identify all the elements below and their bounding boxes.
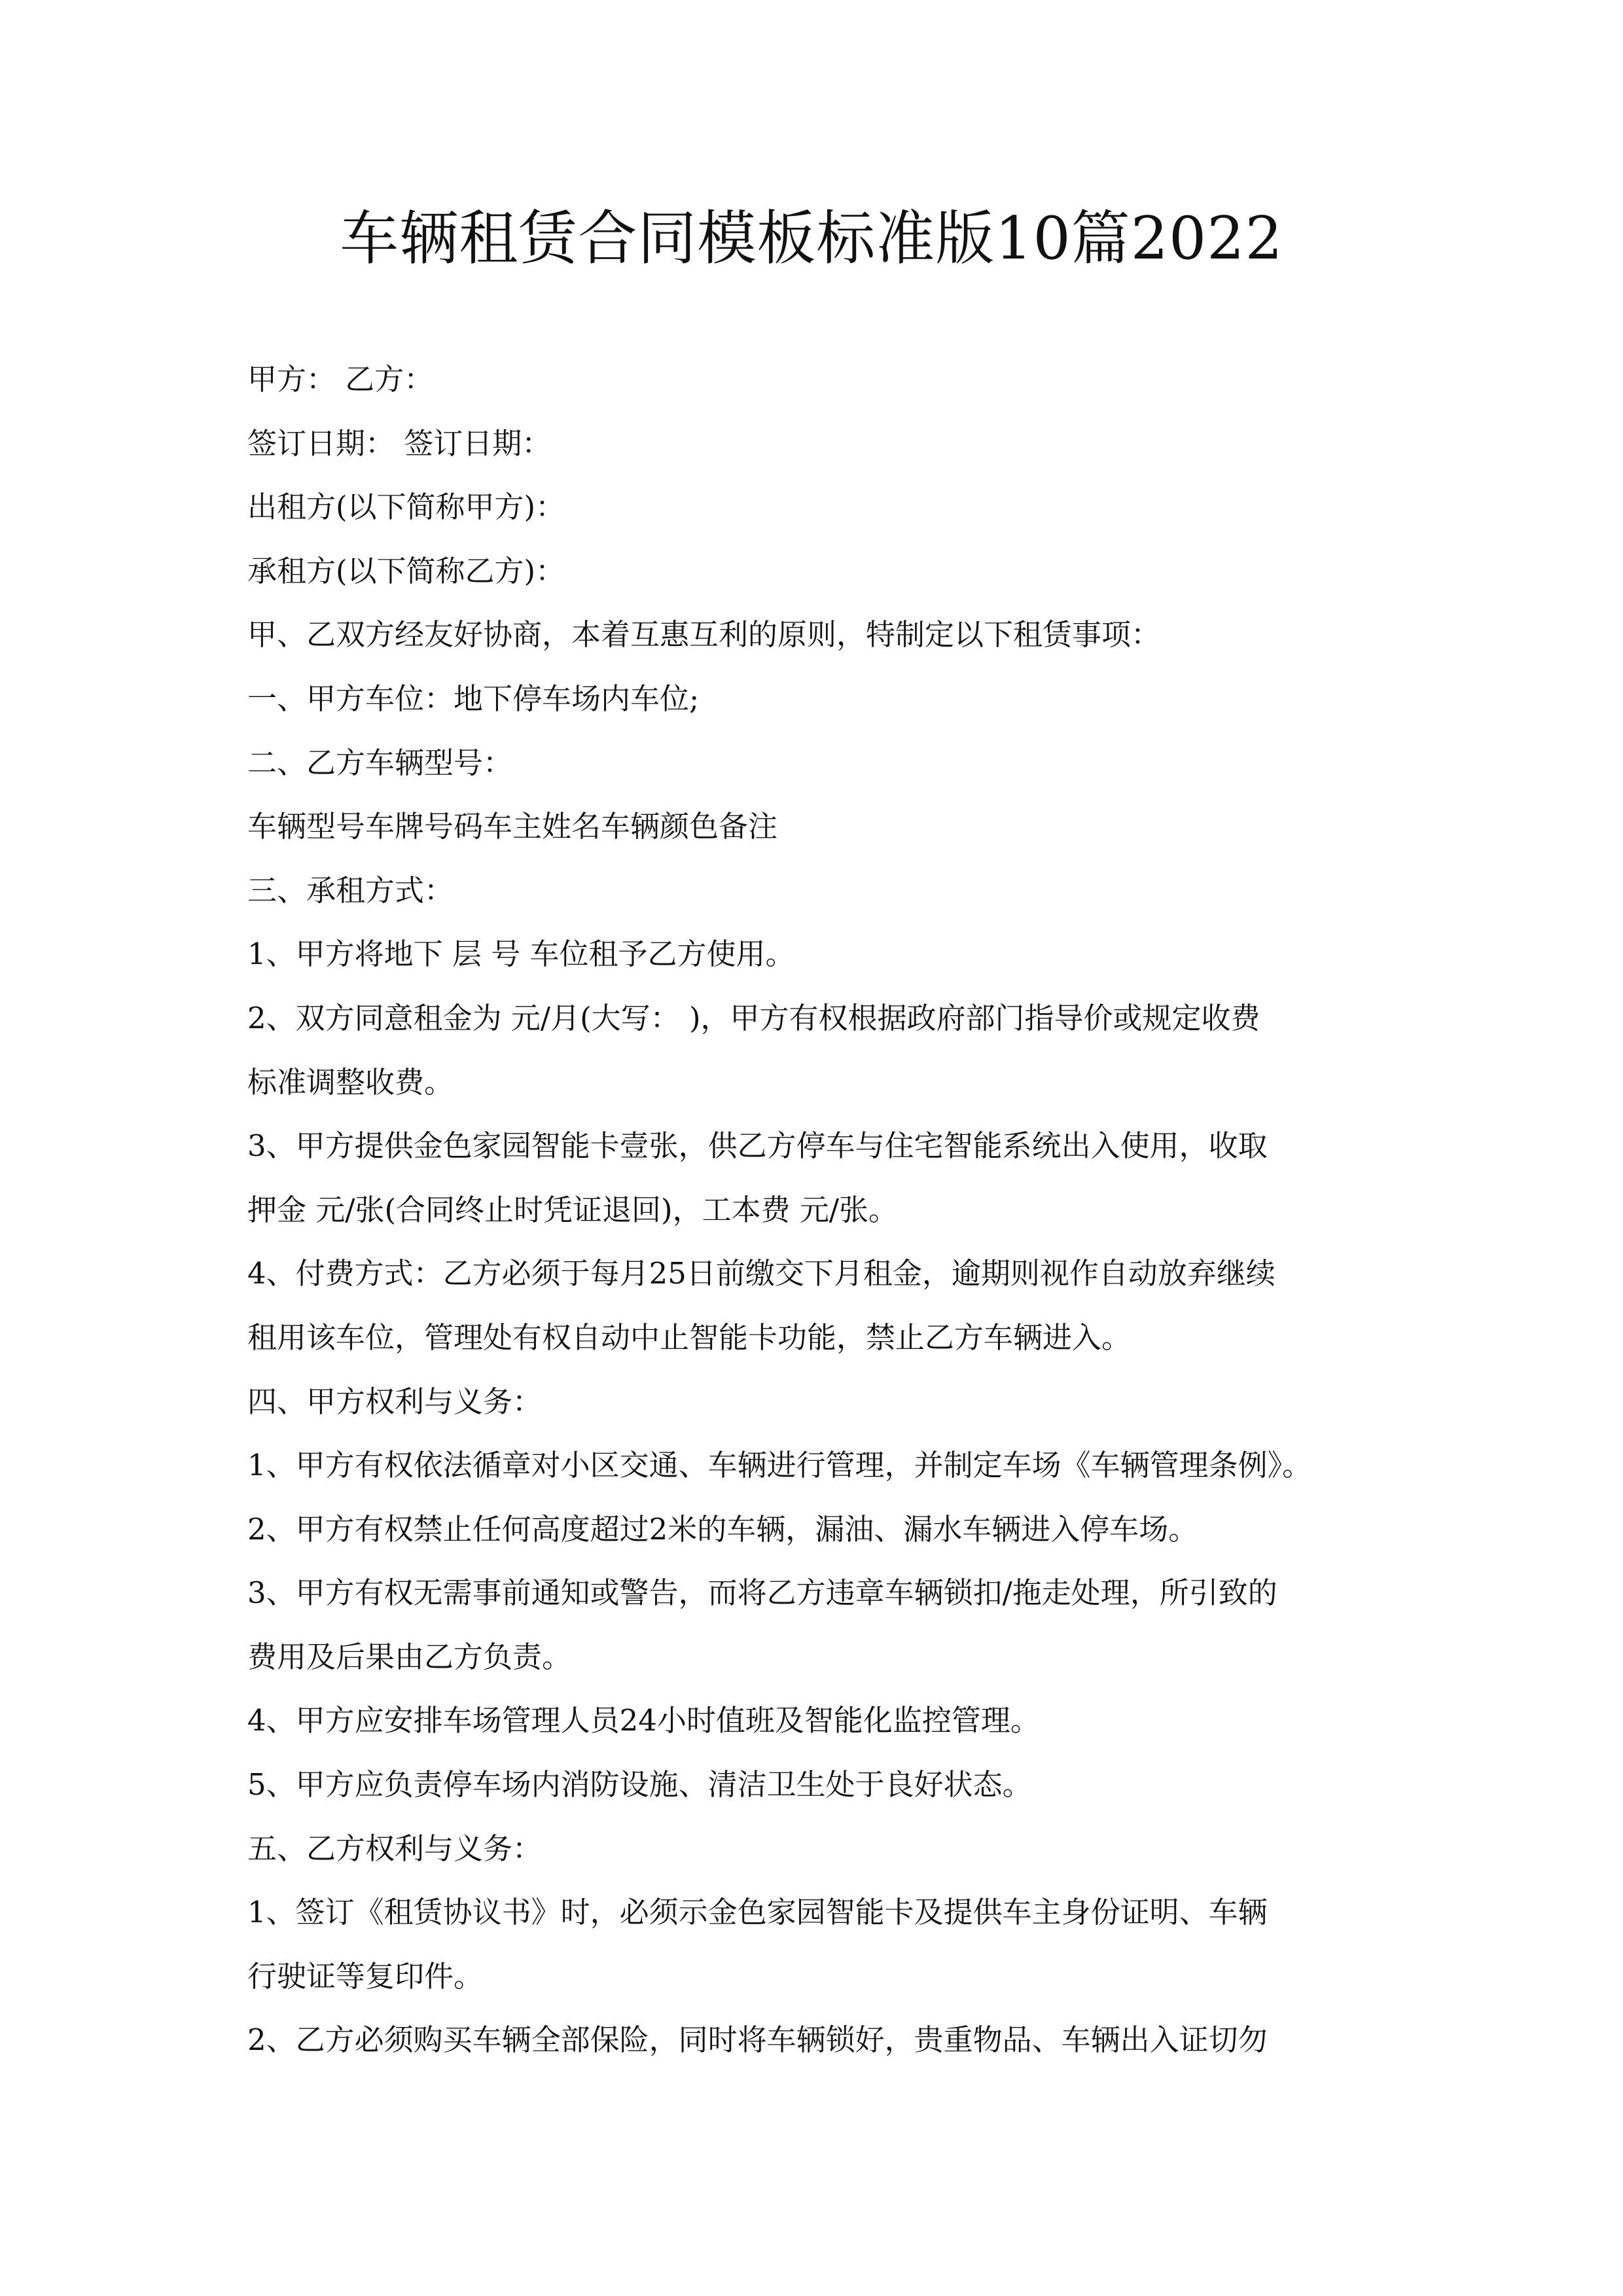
text-line: 三、承租方式：	[247, 872, 454, 908]
text-line: 3、甲方提供金色家园智能卡壹张，供乙方停车与住宅智能系统出入使用，收取	[247, 1128, 1268, 1164]
text-line: 行驶证等复印件。	[247, 1958, 484, 1994]
text-line: 标准调整收费。	[247, 1064, 454, 1100]
text-line: 甲、乙双方经友好协商，本着互惠互利的原则，特制定以下租赁事项：	[247, 617, 1161, 653]
text-line: 二、乙方车辆型号：	[247, 745, 513, 780]
text-line: 2、双方同意租金为 元/月(大写： )，甲方有权根据政府部门指导价或规定收费	[247, 1000, 1260, 1035]
text-line: 出租方(以下简称甲方)：	[247, 490, 565, 525]
text-line: 租用该车位，管理处有权自动中止智能卡功能，禁止乙方车辆进入。	[247, 1319, 1132, 1355]
text-line: 1、签订《租赁协议书》时，必须示金色家园智能卡及提供车主身份证明、车辆	[247, 1895, 1268, 1930]
text-line: 3、甲方有权无需事前通知或警告，而将乙方违章车辆锁扣/拖走处理，所引致的	[247, 1575, 1277, 1611]
text-line: 签订日期： 签订日期：	[247, 425, 552, 461]
text-line: 5、甲方应负责停车场内消防设施、清洁卫生处于良好状态。	[247, 1767, 1032, 1803]
text-line: 四、甲方权利与义务：	[247, 1384, 543, 1419]
text-line: 1、甲方有权依法循章对小区交通、车辆进行管理，并制定车场《车辆管理条例》。	[247, 1448, 1312, 1483]
text-line: 承租方(以下简称乙方)：	[247, 553, 565, 588]
text-line: 五、乙方权利与义务：	[247, 1831, 543, 1866]
text-line: 1、甲方将地下 层 号 车位租予乙方使用。	[247, 937, 795, 972]
text-line: 4、付费方式：乙方必须于每月25日前缴交下月租金，逾期则视作自动放弃继续	[247, 1256, 1275, 1291]
text-line: 2、甲方有权禁止任何高度超过2米的车辆，漏油、漏水车辆进入停车场。	[247, 1511, 1198, 1547]
document-title: 车辆租赁合同模板标准版10篇2022	[340, 204, 1283, 273]
text-line: 费用及后果由乙方负责。	[247, 1639, 572, 1674]
text-line: 2、乙方必须购买车辆全部保险，同时将车辆锁好，贵重物品、车辆出入证切勿	[247, 2022, 1268, 2058]
text-line: 一、甲方车位：地下停车场内车位;	[247, 681, 700, 716]
text-line: 车辆型号车牌号码车主姓名车辆颜色备注	[247, 809, 778, 844]
text-line: 4、甲方应安排车场管理人员24小时值班及智能化监控管理。	[247, 1703, 1040, 1738]
text-line: 甲方： 乙方：	[247, 362, 434, 397]
text-line: 押金 元/张(合同终止时凭证退回)，工本费 元/张。	[247, 1192, 899, 1227]
document-body	[247, 348, 1425, 2072]
